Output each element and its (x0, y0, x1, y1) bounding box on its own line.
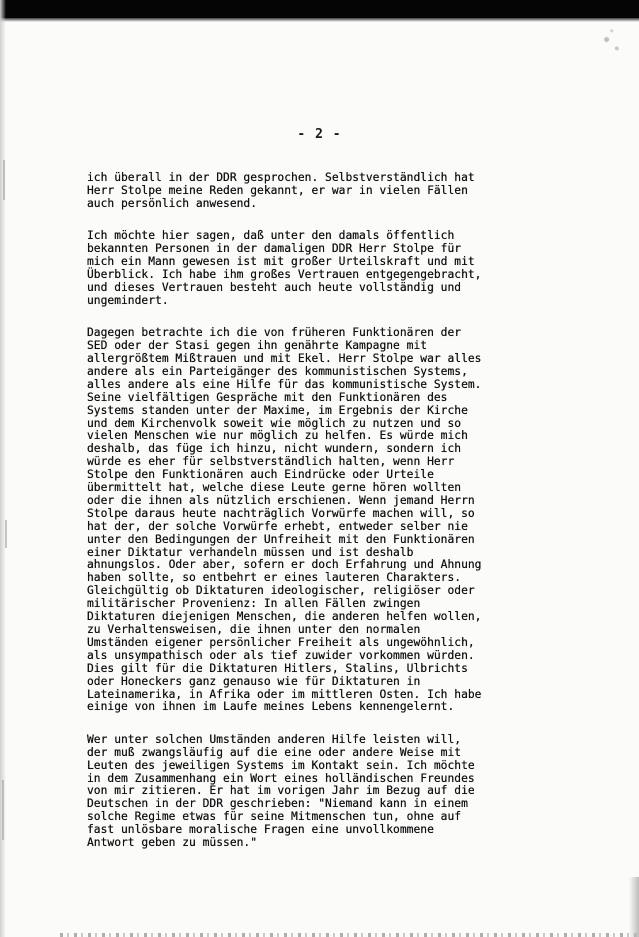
scan-border-top (0, 0, 639, 18)
paragraph: Dagegen betrachte ich die von früheren Funktionären der SED oder der Stasi gegen ihn genährte Kampagne mit allergrößtem Mißtrauen und mit Ekel. Herr Stolpe war alles andere als ein Parteigänger des kommunistischen Systems, alles andere als eine Hilfe für das kommunistische System. Seine vielfältigen Gespräche mit den Funktionären des Systems standen unter der Maxime, im Ergebnis der Kirche und dem Kirchenvolk soweit wie möglich zu nutzen und so vielen Menschen wie nur möglich zu helfen. Es würde mich deshalb, das füge ich hinzu, nicht wundern, sondern ich würde es eher für selbstverständlich halten, wenn Herr Stolpe den Funktionären auch Eindrücke oder Urteile übermittelt hat, welche diese Leute gerne hören wollten oder die ihnen als nützlich erschienen. Wenn jemand Herrn Stolpe daraus heute nachträglich Vorwürfe machen will, so hat der, der solche Vorwürfe erhebt, entweder selber nie unter den Bedingungen der Unfreiheit mit den Funktionären einer Diktatur verhandeln müssen und ist deshalb ahnungslos. Oder aber, sofern er doch Erfahrung und Ahnung haben sollte, so entbehrt er eines lauteren Charakters. Gleichgültig ob Diktaturen ideologischer, religiöser oder militärischer Provenienz: In allen Fällen zwingen Diktaturen diejenigen Menschen, die anderen helfen wollen, zu Verhaltensweisen, die ihnen unter den normalen Umständen eigener persönlicher Freiheit als ungewöhnlich, als unsympathisch oder als tief zuwider vorkommen würden. Dies gilt für die Diktaturen Hitlers, Stalins, Ulbrichts oder Honeckers ganz genauso wie für Diktaturen in Lateinamerika, in Afrika oder im mittleren Osten. Ich habe einige von ihnen im Laufe meines Lebens kennengelernt. (87, 326, 482, 714)
paragraph: ich überall in der DDR gesprochen. Selbstverständlich hat Herr Stolpe meine Reden gekannt, er war in vielen Fällen auch persönlich anwesend. (87, 171, 475, 210)
scan-speck (3, 160, 5, 200)
page-number: - 2 - (297, 127, 342, 142)
paragraph: Ich möchte hier sagen, daß unter den damals öffentlich bekannten Personen in der damaligen DDR Herr Stolpe für mich ein Mann gewesen ist mit großer Urteilskraft und mit Überblick. Ich habe ihm großes Vertrauen entgegengebracht, und dieses Vertrauen besteht auch heute vollständig und ungemindert. (87, 229, 482, 307)
scan-speck (5, 520, 7, 548)
scan-smudge (593, 22, 627, 66)
scan-speck (2, 780, 4, 840)
scan-border-bottom (60, 933, 639, 937)
scan-border-fade (0, 18, 639, 22)
body-text (87, 172, 607, 870)
paragraph: Wer unter solchen Umständen anderen Hilfe leisten will, der muß zwangsläufig auf die eine oder andere Weise mit Leuten des jeweiligen Systems im Kontakt sein. Ich möchte in dem Zusammenhang ein Wort eines holländischen Freundes von mir zitieren. Er hat im vorigen Jahr im Bezug auf die Deutschen in der DDR geschrieben: "Niemand kann in einem solche Regime etwas für seine Mitmenschen tun, ohne auf fast unlösbare moralische Fragen eine unvollkommene Antwort geben zu müssen." (87, 732, 475, 850)
scan-corner (629, 877, 639, 937)
